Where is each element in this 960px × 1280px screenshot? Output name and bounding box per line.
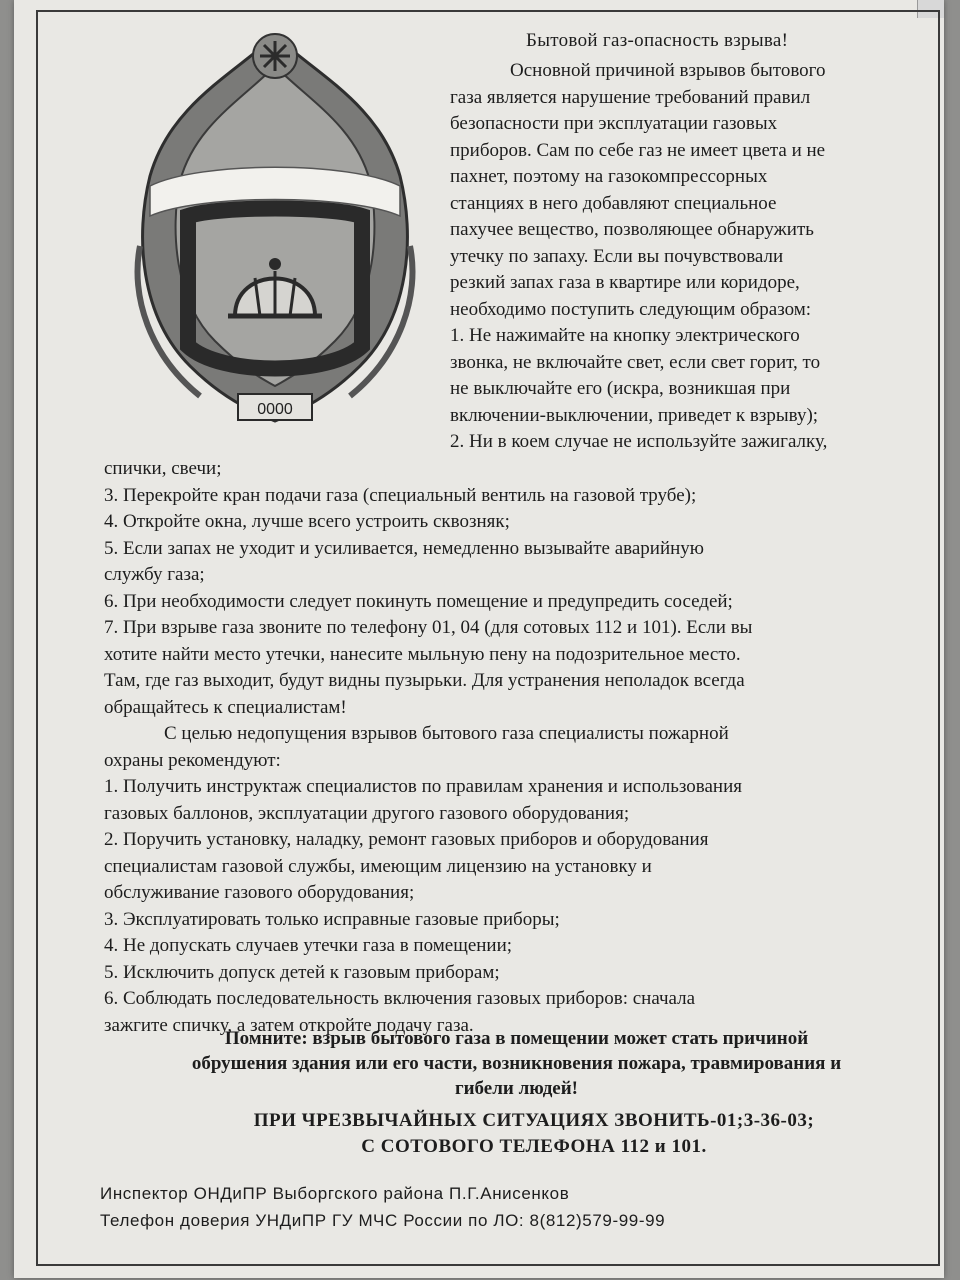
text-line: газовых баллонов, эксплуатации другого газового оборудования; [104, 802, 630, 824]
text-line: Помните: взрыв бытового газа в помещении может стать причиной [224, 1028, 809, 1049]
text-line: 6. Соблюдать последовательность включения газовых приборов: сначала [104, 988, 696, 1009]
text-line: 5. Исключить допуск детей к газовым приборам; [104, 961, 500, 983]
text-line: С целью недопущения взрывов бытового газа специалисты пожарной [164, 723, 729, 744]
text-line: не выключайте его (искра, возникшая при [450, 378, 791, 399]
intro-text [450, 58, 938, 456]
text-line: Основной причиной взрывов бытового [510, 60, 826, 81]
text-line: звонка, не включайте свет, если свет горит, то [450, 351, 821, 373]
text-line: зажгите спичку, а затем откройте подачу газа. [104, 1014, 474, 1036]
text-line: 4. Не допускать случаев утечки газа в помещении; [104, 935, 513, 956]
text-line: пахнет, поэтому на газокомпрессорных [450, 166, 768, 187]
text-line: включении-выключении, приведет к взрыву); [450, 404, 819, 426]
text-line: безопасности при эксплуатации газовых [450, 113, 778, 134]
text-line: газа является нарушение требований правил [450, 86, 811, 108]
text-line: С СОТОВОГО ТЕЛЕФОНА 112 и 101. [361, 1136, 707, 1157]
text-line: 1. Не нажимайте на кнопку электрического [450, 325, 800, 346]
text-line: 1. Получить инструктаж специалистов по правилам хранения и использования [104, 776, 743, 797]
text-line: необходимо поступить следующим образом: [450, 298, 812, 320]
text-line: спички, свечи; [104, 458, 222, 479]
text-line: 5. Если запах не уходит и усиливается, немедленно вызывайте аварийную [104, 537, 704, 559]
hotline-line: Телефон доверия УНДиПР ГУ МЧС России по ЛО: 8(812)579-99-99 [100, 1211, 666, 1230]
inspector-line: Инспектор ОНДиПР Выборгского района П.Г.Анисенков [100, 1184, 570, 1203]
text-line: 6. При необходимости следует покинуть помещение и предупредить соседей; [104, 590, 733, 612]
text-line: пахучее вещество, позволяющее обнаружить [450, 219, 814, 240]
text-line: Там, где газ выходит, будут видны пузырьки. Для устранения неполадок всегда [104, 670, 745, 691]
text-line: обращайтесь к специалистам! [104, 696, 347, 718]
document-sheet [14, 0, 944, 1278]
emblem-number: 0000 [257, 401, 293, 418]
text-line: охраны рекомендуют: [104, 749, 281, 771]
text-line: специалистам газовой службы, имеющим лицензию на установку и [104, 855, 652, 877]
text-line: 4. Откройте окна, лучше всего устроить сквозняк; [104, 511, 510, 532]
document-title: Бытовой газ-опасность взрыва! [526, 30, 789, 51]
text-line: 2. Ни в коем случае не используйте зажигалку, [450, 431, 828, 452]
text-line: службу газа; [104, 564, 205, 585]
footer [100, 1180, 920, 1234]
text-line: утечку по запаху. Если вы почувствовали [450, 245, 784, 267]
text-line: ПРИ ЧРЕЗВЫЧАЙНЫХ СИТУАЦИЯХ ЗВОНИТЬ-01;3-36-03; [253, 1110, 815, 1131]
text-line: приборов. Сам по себе газ не имеет цвета и не [450, 139, 826, 161]
text-line: 7. При взрыве газа звоните по телефону 01, 04 (для сотовых 112 и 101). Если вы [104, 617, 753, 638]
text-line: 2. Поручить установку, наладку, ремонт газовых приборов и оборудования [104, 829, 709, 850]
fire-service-emblem-icon [110, 16, 440, 441]
text-line: 3. Эксплуатировать только исправные газовые приборы; [104, 908, 560, 930]
warning-text [94, 1026, 939, 1101]
text-line: обслуживание газового оборудования; [104, 882, 415, 903]
main-text [104, 456, 936, 1039]
text-line: хотите найти место утечки, нанесите мыльную пену на подозрительное место. [104, 643, 741, 665]
text-line: 3. Перекройте кран подачи газа (специальный вентиль на газовой трубе); [104, 484, 697, 506]
text-line: резкий запах газа в квартире или коридоре, [450, 272, 800, 293]
text-line: гибели людей! [454, 1078, 579, 1099]
text-line: станциях в него добавляют специальное [450, 192, 777, 214]
emergency-phones [134, 1108, 934, 1160]
text-line: обрушения здания или его части, возникновения пожара, травмирования и [191, 1053, 842, 1074]
